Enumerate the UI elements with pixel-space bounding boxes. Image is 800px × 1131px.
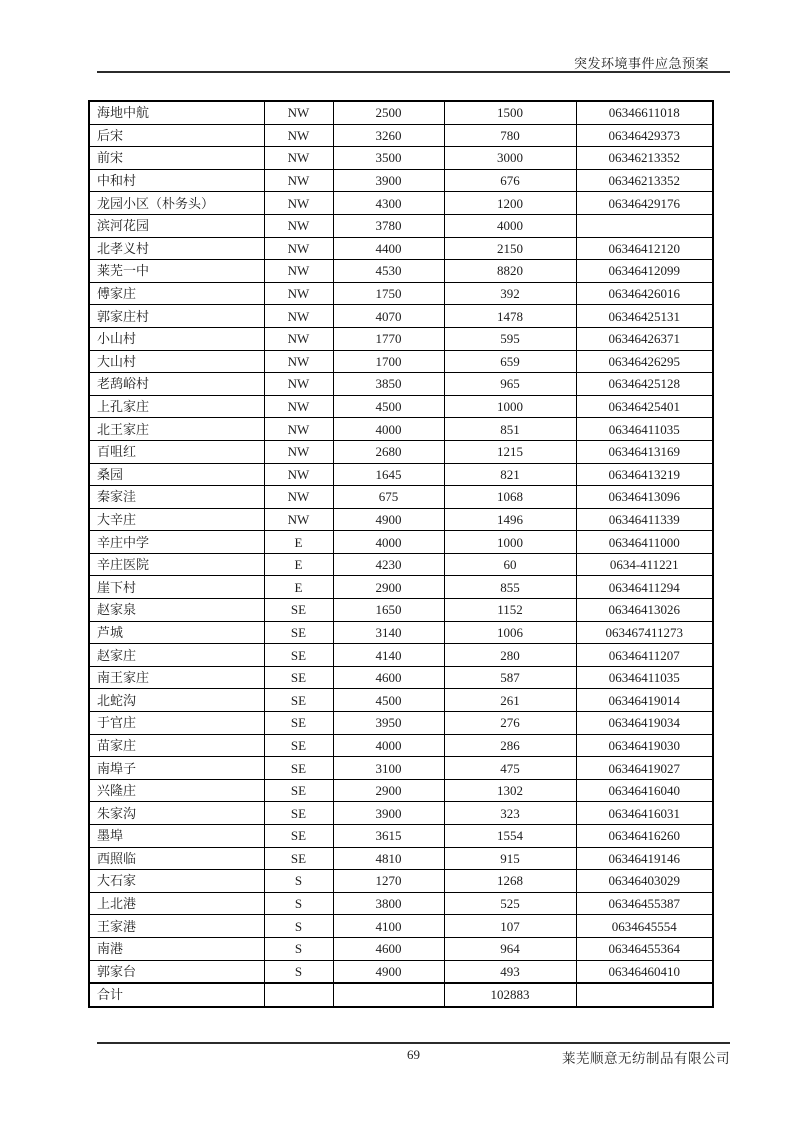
cell-direction: S: [264, 937, 333, 960]
cell-direction: SE: [264, 734, 333, 757]
cell-population: 261: [444, 689, 576, 712]
cell-direction: NW: [264, 463, 333, 486]
header-title: 突发环境事件应急预案: [573, 56, 709, 71]
cell-direction: E: [264, 531, 333, 554]
page-number: 69: [407, 1047, 420, 1062]
cell-name: 上孔家庄: [89, 395, 264, 418]
cell-phone: 06346413169: [576, 440, 713, 463]
cell-distance: 4000: [333, 734, 444, 757]
cell-direction: NW: [264, 418, 333, 441]
cell-name: 傅家庄: [89, 282, 264, 305]
cell-name: 王家港: [89, 915, 264, 938]
cell-distance: 2900: [333, 576, 444, 599]
cell-direction: SE: [264, 779, 333, 802]
cell-distance: 4000: [333, 531, 444, 554]
cell-direction: SE: [264, 666, 333, 689]
cell-distance: 3850: [333, 373, 444, 396]
cell-phone: 06346413219: [576, 463, 713, 486]
cell-population: 587: [444, 666, 576, 689]
cell-population: 1496: [444, 508, 576, 531]
cell-population: 1215: [444, 440, 576, 463]
cell-population: 855: [444, 576, 576, 599]
cell-direction: NW: [264, 124, 333, 147]
cell-phone: 06346403029: [576, 870, 713, 893]
cell-name: 郭家台: [89, 960, 264, 983]
cell-name: 于官庄: [89, 712, 264, 735]
cell-name: 小山村: [89, 327, 264, 350]
table-row: [89, 937, 713, 960]
cell-population: 964: [444, 937, 576, 960]
table-row: [89, 576, 713, 599]
cell-phone: 06346411035: [576, 418, 713, 441]
cell-distance: 4600: [333, 937, 444, 960]
cell-name: 大石家: [89, 870, 264, 893]
table-row: [89, 983, 713, 1007]
cell-direction: NW: [264, 101, 333, 124]
cell-name: 南埠子: [89, 757, 264, 780]
cell-phone: 06346419146: [576, 847, 713, 870]
table-row: [89, 147, 713, 170]
cell-name: 北孝义村: [89, 237, 264, 260]
cell-distance: 2500: [333, 101, 444, 124]
table-row: [89, 644, 713, 667]
cell-population: 1000: [444, 531, 576, 554]
table-row: [89, 192, 713, 215]
cell-name: 莱芜一中: [89, 260, 264, 283]
cell-phone: 06346425131: [576, 305, 713, 328]
cell-phone: 06346411207: [576, 644, 713, 667]
cell-name: 桑园: [89, 463, 264, 486]
cell-phone: 06346419030: [576, 734, 713, 757]
cell-distance: 675: [333, 486, 444, 509]
table-row: [89, 169, 713, 192]
cell-direction: S: [264, 960, 333, 983]
cell-distance: 4000: [333, 418, 444, 441]
cell-name: 北蛇沟: [89, 689, 264, 712]
cell-population: 60: [444, 553, 576, 576]
cell-distance: 4500: [333, 395, 444, 418]
cell-name: 苗家庄: [89, 734, 264, 757]
cell-population: 286: [444, 734, 576, 757]
cell-direction: NW: [264, 350, 333, 373]
cell-population: 915: [444, 847, 576, 870]
cell-name: 南港: [89, 937, 264, 960]
cell-phone: 063467411273: [576, 621, 713, 644]
cell-phone: 06346455364: [576, 937, 713, 960]
cell-phone: 06346429176: [576, 192, 713, 215]
cell-distance: 4900: [333, 960, 444, 983]
cell-population: 493: [444, 960, 576, 983]
cell-distance: 4530: [333, 260, 444, 283]
cell-population: 107: [444, 915, 576, 938]
cell-population: 392: [444, 282, 576, 305]
table-row: [89, 779, 713, 802]
table-row: [89, 305, 713, 328]
cell-name: 大辛庄: [89, 508, 264, 531]
cell-distance: 1750: [333, 282, 444, 305]
cell-phone: [576, 214, 713, 237]
cell-direction: S: [264, 915, 333, 938]
cell-direction: NW: [264, 440, 333, 463]
cell-direction: SE: [264, 599, 333, 622]
header-rule: [97, 71, 730, 73]
cell-phone: 06346416031: [576, 802, 713, 825]
cell-distance: 3140: [333, 621, 444, 644]
table-row: [89, 553, 713, 576]
cell-phone: 06346213352: [576, 147, 713, 170]
footer-company: 莱芜顺意无纺制品有限公司: [562, 1051, 730, 1066]
table-row: [89, 531, 713, 554]
cell-population: 1268: [444, 870, 576, 893]
cell-distance: 4900: [333, 508, 444, 531]
cell-distance: 4600: [333, 666, 444, 689]
cell-phone: 06346426295: [576, 350, 713, 373]
cell-name: 秦家洼: [89, 486, 264, 509]
cell-name: 中和村: [89, 169, 264, 192]
cell-population: 1478: [444, 305, 576, 328]
cell-direction: SE: [264, 644, 333, 667]
cell-direction: SE: [264, 757, 333, 780]
cell-name: 郭家庄村: [89, 305, 264, 328]
cell-name: 辛庄中学: [89, 531, 264, 554]
cell-distance: 4400: [333, 237, 444, 260]
cell-population: 4000: [444, 214, 576, 237]
cell-population: 3000: [444, 147, 576, 170]
cell-name: 芦城: [89, 621, 264, 644]
cell-name: 合计: [89, 983, 264, 1007]
cell-name: 北王家庄: [89, 418, 264, 441]
cell-distance: 1700: [333, 350, 444, 373]
table-row: [89, 689, 713, 712]
cell-direction: S: [264, 870, 333, 893]
cell-name: 龙园小区（朴务头）: [89, 192, 264, 215]
cell-distance: 3950: [333, 712, 444, 735]
cell-direction: NW: [264, 214, 333, 237]
cell-direction: E: [264, 576, 333, 599]
cell-population: 1006: [444, 621, 576, 644]
cell-direction: SE: [264, 712, 333, 735]
table-row: [89, 395, 713, 418]
cell-population: 1200: [444, 192, 576, 215]
table-row: [89, 666, 713, 689]
cell-phone: 0634-411221: [576, 553, 713, 576]
cell-name: 南王家庄: [89, 666, 264, 689]
cell-phone: 06346411035: [576, 666, 713, 689]
table-row: [89, 101, 713, 124]
table-row: [89, 508, 713, 531]
cell-distance: 3900: [333, 169, 444, 192]
cell-distance: 2680: [333, 440, 444, 463]
table-row: [89, 802, 713, 825]
cell-name: 老鸹峪村: [89, 373, 264, 396]
cell-distance: 2900: [333, 779, 444, 802]
cell-population: 1000: [444, 395, 576, 418]
cell-phone: 06346412120: [576, 237, 713, 260]
table-row: [89, 440, 713, 463]
cell-name: 赵家泉: [89, 599, 264, 622]
cell-distance: 3615: [333, 825, 444, 848]
contact-table-body: [89, 101, 713, 1007]
cell-name: 墨埠: [89, 825, 264, 848]
cell-phone: 06346426371: [576, 327, 713, 350]
cell-distance: 4140: [333, 644, 444, 667]
cell-phone: 06346419014: [576, 689, 713, 712]
cell-name: 上北港: [89, 892, 264, 915]
cell-direction: [264, 983, 333, 1007]
cell-phone: 06346416260: [576, 825, 713, 848]
table-row: [89, 214, 713, 237]
table-row: [89, 757, 713, 780]
cell-phone: 06346416040: [576, 779, 713, 802]
table-row: [89, 237, 713, 260]
cell-direction: SE: [264, 825, 333, 848]
cell-phone: 06346411339: [576, 508, 713, 531]
cell-name: 兴隆庄: [89, 779, 264, 802]
table-row: [89, 260, 713, 283]
table-row: [89, 847, 713, 870]
table-row: [89, 486, 713, 509]
table-row: [89, 463, 713, 486]
cell-direction: SE: [264, 802, 333, 825]
table-row: [89, 915, 713, 938]
cell-population: 1068: [444, 486, 576, 509]
cell-population: 1302: [444, 779, 576, 802]
cell-population: 323: [444, 802, 576, 825]
cell-direction: NW: [264, 237, 333, 260]
cell-population: 851: [444, 418, 576, 441]
cell-name: 后宋: [89, 124, 264, 147]
cell-phone: 06346429373: [576, 124, 713, 147]
cell-population: 2150: [444, 237, 576, 260]
table-row: [89, 825, 713, 848]
cell-population: 475: [444, 757, 576, 780]
contact-table: [88, 100, 714, 1008]
table-row: [89, 350, 713, 373]
cell-distance: [333, 983, 444, 1007]
cell-population: 676: [444, 169, 576, 192]
cell-direction: NW: [264, 395, 333, 418]
cell-name: 大山村: [89, 350, 264, 373]
cell-direction: E: [264, 553, 333, 576]
cell-name: 赵家庄: [89, 644, 264, 667]
cell-population: 1152: [444, 599, 576, 622]
cell-direction: NW: [264, 192, 333, 215]
cell-distance: 1650: [333, 599, 444, 622]
cell-phone: 06346413026: [576, 599, 713, 622]
cell-direction: SE: [264, 689, 333, 712]
cell-distance: 3900: [333, 802, 444, 825]
cell-distance: 1770: [333, 327, 444, 350]
cell-name: 西照临: [89, 847, 264, 870]
cell-distance: 4500: [333, 689, 444, 712]
cell-distance: 4070: [333, 305, 444, 328]
cell-distance: 1645: [333, 463, 444, 486]
cell-distance: 4810: [333, 847, 444, 870]
cell-distance: 4300: [333, 192, 444, 215]
cell-distance: 3780: [333, 214, 444, 237]
cell-population: 780: [444, 124, 576, 147]
cell-population: 965: [444, 373, 576, 396]
table-row: [89, 327, 713, 350]
cell-name: 前宋: [89, 147, 264, 170]
cell-name: 辛庄医院: [89, 553, 264, 576]
cell-population: 280: [444, 644, 576, 667]
cell-phone: 06346455387: [576, 892, 713, 915]
cell-direction: SE: [264, 621, 333, 644]
cell-population: 659: [444, 350, 576, 373]
cell-population: 1500: [444, 101, 576, 124]
cell-phone: 06346426016: [576, 282, 713, 305]
cell-direction: SE: [264, 847, 333, 870]
cell-phone: 06346425128: [576, 373, 713, 396]
table-row: [89, 712, 713, 735]
table-row: [89, 960, 713, 983]
cell-direction: S: [264, 892, 333, 915]
table-row: [89, 621, 713, 644]
cell-phone: 06346460410: [576, 960, 713, 983]
cell-direction: NW: [264, 282, 333, 305]
table-row: [89, 734, 713, 757]
cell-phone: 06346419027: [576, 757, 713, 780]
table-row: [89, 599, 713, 622]
cell-direction: NW: [264, 260, 333, 283]
cell-direction: NW: [264, 305, 333, 328]
cell-distance: 4230: [333, 553, 444, 576]
table-row: [89, 892, 713, 915]
cell-distance: 3260: [333, 124, 444, 147]
cell-population: 821: [444, 463, 576, 486]
table-row: [89, 282, 713, 305]
cell-direction: NW: [264, 508, 333, 531]
cell-distance: 3500: [333, 147, 444, 170]
cell-phone: 06346611018: [576, 101, 713, 124]
cell-phone: 06346411000: [576, 531, 713, 554]
cell-name: 百咀红: [89, 440, 264, 463]
cell-population: 1554: [444, 825, 576, 848]
cell-distance: 1270: [333, 870, 444, 893]
cell-direction: NW: [264, 169, 333, 192]
cell-name: 滨河花园: [89, 214, 264, 237]
table-row: [89, 870, 713, 893]
cell-phone: [576, 983, 713, 1007]
cell-name: 海地中航: [89, 101, 264, 124]
cell-direction: NW: [264, 327, 333, 350]
cell-distance: 4100: [333, 915, 444, 938]
cell-phone: 06346425401: [576, 395, 713, 418]
cell-direction: NW: [264, 147, 333, 170]
cell-name: 朱家沟: [89, 802, 264, 825]
table-row: [89, 418, 713, 441]
cell-population: 595: [444, 327, 576, 350]
cell-phone: 06346419034: [576, 712, 713, 735]
cell-population: 8820: [444, 260, 576, 283]
cell-phone: 06346412099: [576, 260, 713, 283]
cell-distance: 3800: [333, 892, 444, 915]
cell-direction: NW: [264, 486, 333, 509]
cell-phone: 0634645554: [576, 915, 713, 938]
cell-direction: NW: [264, 373, 333, 396]
table-row: [89, 124, 713, 147]
cell-population: 102883: [444, 983, 576, 1007]
table-row: [89, 373, 713, 396]
cell-phone: 06346213352: [576, 169, 713, 192]
footer-rule: [97, 1042, 730, 1044]
cell-population: 525: [444, 892, 576, 915]
cell-distance: 3100: [333, 757, 444, 780]
cell-phone: 06346413096: [576, 486, 713, 509]
cell-name: 崖下村: [89, 576, 264, 599]
cell-population: 276: [444, 712, 576, 735]
cell-phone: 06346411294: [576, 576, 713, 599]
